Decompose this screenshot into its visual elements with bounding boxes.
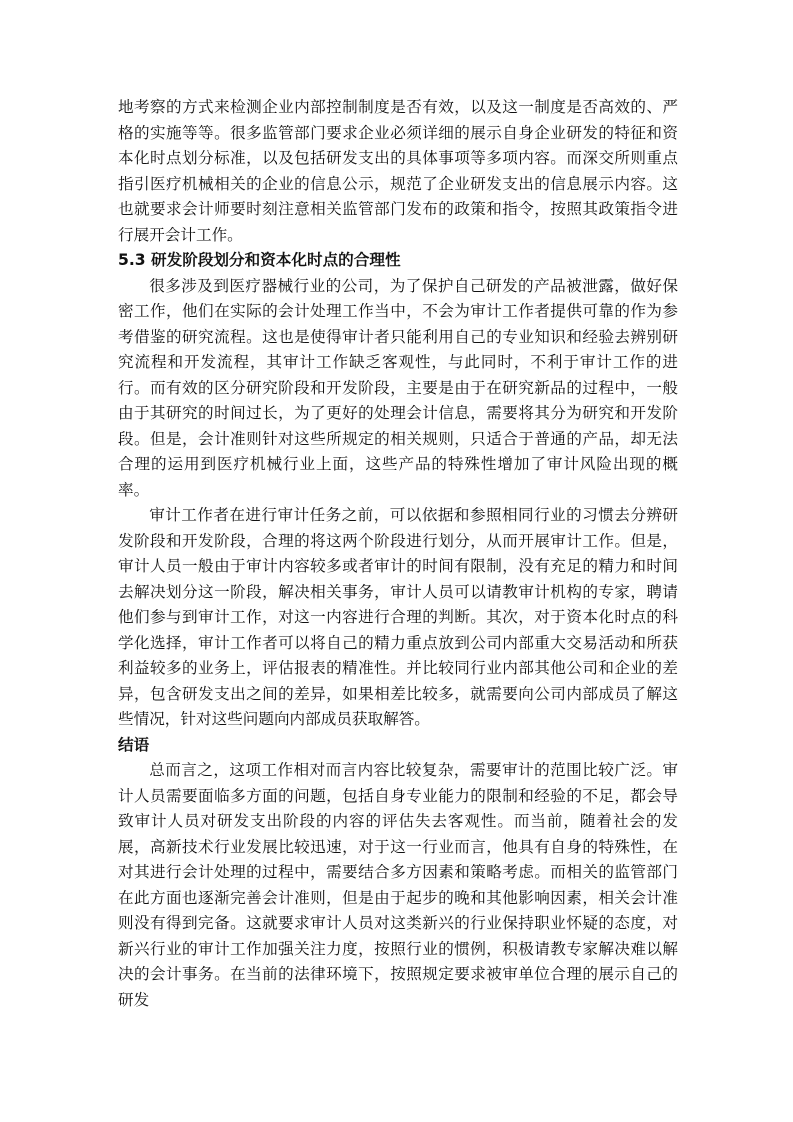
conclusion-paragraph: 总而言之，这项工作相对而言内容比较复杂，需要审计的范围比较广泛。审计人员需要面临多方面的问题，包括自身专业能力的限制和经验的不足，都会导致审计人员对研发支出阶段的内容的评估失去客观性。而当前，随着社会的发展，高新技术行业发展比较迅速，对于这一行业而言，他具有自身的特殊性，在对其进行会计处理的过程中，需要结合多方因素和策略考虑。而相关的监管部门在此方面也逐渐完善会计准则，但是由于起步的晚和其他影响因素，相关会计准则没有得到完备。这就要求审计人员对这类新兴的行业保持职业怀疑的态度，对新兴行业的审计工作加强关注力度，按照行业的惯例，积极请教专家解决难以解决的会计事务。在当前的法律环境下，按照规定要求被审单位合理的展示自己的研发 — [118, 761, 678, 1009]
continuation-paragraph: 地考察的方式来检测企业内部控制制度是否有效，以及这一制度是否高效的、严格的实施等等。很多监管部门要求企业必须详细的展示自身企业研发的特征和资本化时点划分标准，以及包括研发支出的具体事项等多项内容。而深交所则重点指引医疗机械相关的企业的信息公示，规范了企业研发支出的信息展示内容。这也就要求会计师要时刻注意相关监管部门发布的政策和指令，按照其政策指令进行展开会计工作。 — [118, 98, 678, 244]
section-heading: 5.3 研发阶段划分和资本化时点的合理性 — [118, 251, 401, 269]
section-paragraph-1: 很多涉及到医疗器械行业的公司，为了保护自己研发的产品被泄露，做好保密工作，他们在实际的会计处理工作当中，不会为审计工作者提供可靠的作为参考借鉴的研究流程。这也是使得审计者只能利用自己的专业知识和经验去辨别研究流程和开发流程，其审计工作缺乏客观性，与此同时，不利于审计工作的进行。而有效的区分研究阶段和开发阶段，主要是由于在研究新品的过程中，一般由于其研究的时间过长，为了更好的处理会计信息，需要将其分为研究和开发阶段。但是，会计准则针对这些所规定的相关规则，只适合于普通的产品，却无法合理的运用到医疗机械行业上面，这些产品的特殊性增加了审计风险出现的概率。 — [118, 276, 678, 499]
section-paragraph-2: 审计工作者在进行审计任务之前，可以依据和参照相同行业的习惯去分辨研发阶段和开发阶段，合理的将这两个阶段进行划分，从而开展审计工作。但是，审计人员一般由于审计内容较多或者审计的时间有限制，没有充足的精力和时间去解决划分这一阶段，解决相关事务，审计人员可以请教审计机构的专家，聘请他们参与到审计工作，对这一内容进行合理的判断。其次，对于资本化时点的科学化选择，审计工作者可以将自己的精力重点放到公司内部重大交易活动和所获利益较多的业务上，评估报表的精准性。并比较同行业内部其他公司和企业的差异，包含研发支出之间的差异，如果相差比较多，就需要向公司内部成员了解这些情况，针对这些问题向内部成员获取解答。 — [118, 506, 678, 728]
document-page — [118, 95, 678, 1013]
conclusion-heading: 结语 — [118, 735, 150, 754]
